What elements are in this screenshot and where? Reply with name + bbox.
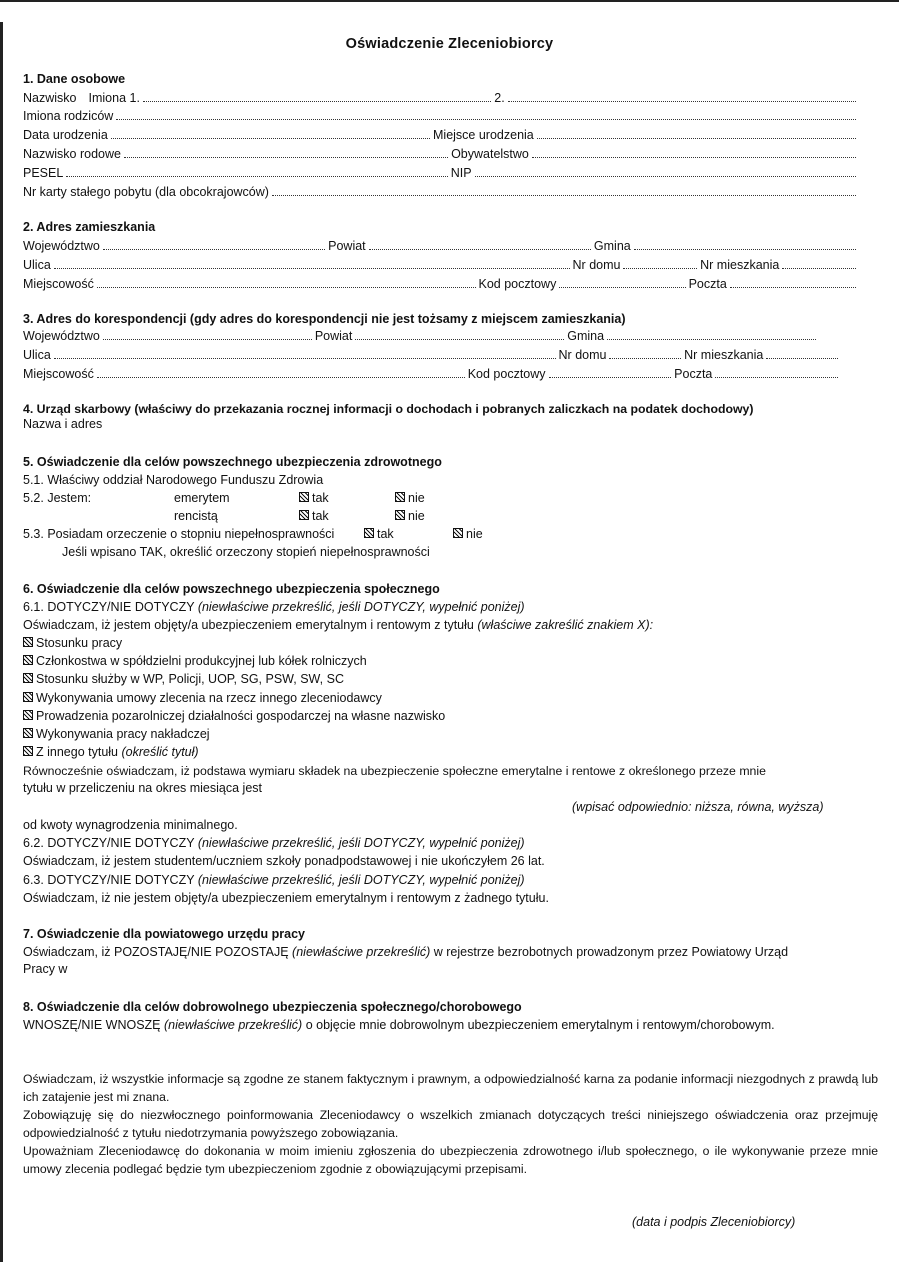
option-5[interactable]: Wykonywania pracy nakładczej xyxy=(23,725,859,743)
section-5-heading: 5. Oświadczenie dla celów powszechnego ubezpieczenia zdrowotnego xyxy=(23,455,442,469)
page-title: Oświadczenie Zleceniobiorcy xyxy=(345,36,554,52)
dots-miejsce-urodzenia[interactable] xyxy=(537,127,856,139)
label-orzeczenie: 5.3. Posiadam orzeczenie o stopniu niepełnosprawności xyxy=(23,527,335,541)
label-nazwisko: Nazwisko xyxy=(23,91,77,105)
label-ulica: Ulica xyxy=(23,258,51,272)
label-oswiadczam-tytul: Oświadczam, iż jestem objęty/a ubezpieczeniem emerytalnym i rentowym z tytułu xyxy=(23,618,474,632)
dots-kor-powiat[interactable] xyxy=(355,328,564,340)
text-6-3: Oświadczam, iż nie jestem objęty/a ubezpieczeniem emerytalnym i rentowym z żadnego tytułu. xyxy=(23,891,549,905)
section-7-heading: 7. Oświadczenie dla powiatowego urzędu pracy xyxy=(23,927,306,941)
label-emeryt: emerytem xyxy=(174,491,230,505)
checkbox-rencista-tak[interactable]: tak xyxy=(299,507,329,525)
section-6-heading: 6. Oświadczenie dla celów powszechnego ubezpieczenia społecznego xyxy=(23,582,440,596)
note-6-1: (niewłaściwe przekreślić, jeśli DOTYCZY, wypełnić poniżej) xyxy=(197,600,525,614)
checkbox-icon xyxy=(395,510,405,520)
label-pesel: PESEL xyxy=(23,166,64,180)
dots-poczta[interactable] xyxy=(730,276,856,288)
label-6-2: 6.2. DOTYCZY/NIE DOTYCZY xyxy=(23,836,195,850)
final-paragraph-2: Zobowiązuję się do niezwłocznego poinformowania Zleceniodawcy o wszelkich zmianach dotyczących treści niniejszego oświadczenia oraz przejmuję odpowiedzialność z tytułu niedotrzymania powyższego zobowiązania. xyxy=(23,1108,878,1140)
label-data-urodzenia: Data urodzenia xyxy=(23,128,108,142)
section-1-heading: 1. Dane osobowe xyxy=(23,72,126,86)
dots-kor-gmina[interactable] xyxy=(607,328,816,340)
row-6-3 xyxy=(23,871,859,889)
label-kor-gmina: Gmina xyxy=(567,329,605,343)
label-6-1: 6.1. DOTYCZY/NIE DOTYCZY xyxy=(23,600,195,614)
label-powiat: Powiat xyxy=(328,239,366,253)
checkbox-icon xyxy=(299,510,309,520)
dots-kor-wojewodztwo[interactable] xyxy=(103,328,312,340)
text-7-2: Pracy w xyxy=(23,962,68,976)
dots-ulica[interactable] xyxy=(54,257,570,269)
text-rownoczesnie-1: Równocześnie oświadczam, iż podstawa wymiaru składek na ubezpieczenie społeczne emerytalne i rentowe z określonego przeze mnie xyxy=(23,764,766,778)
label-nip: NIP xyxy=(450,166,472,180)
dots-data-urodzenia[interactable] xyxy=(111,127,430,139)
field-nazwisko-rodowe[interactable] xyxy=(23,145,859,163)
dots-imiona-1[interactable] xyxy=(143,90,491,102)
row-niepelnosprawnosc xyxy=(23,525,859,543)
dots-kor-nr-domu[interactable] xyxy=(609,347,681,359)
label-nazwisko-rodowe: Nazwisko rodowe xyxy=(23,147,121,161)
label-jestem: 5.2. Jestem: xyxy=(23,491,92,505)
label-gmina: Gmina xyxy=(593,239,631,253)
text-6-2: Oświadczam, iż jestem studentem/uczniem szkoły ponadpodstawowej i nie ukończyłem 26 lat. xyxy=(23,854,545,868)
label-kor-powiat: Powiat xyxy=(314,329,353,343)
checkbox-rencista-nie[interactable]: nie xyxy=(395,507,425,525)
field-kor-wojewodztwo[interactable] xyxy=(23,327,819,345)
checkbox-icon xyxy=(299,492,309,502)
checkbox-icon xyxy=(453,528,463,538)
text-rownoczesnie-2: tytułu w przeliczeniu na okres miesiąca jest xyxy=(23,781,262,795)
label-nfz: 5.1. Właściwy oddział Narodowego Funduszu Zdrowia xyxy=(23,473,324,487)
dots-wojewodztwo[interactable] xyxy=(103,238,325,250)
text-8-1: WNOSZĘ/NIE WNOSZĘ (niewłaściwe przekreślić) o objęcie mnie dobrowolnym ubezpieczeniem emerytalnym i rentowym/chorobowym. xyxy=(23,1018,775,1032)
dots-kor-ulica[interactable] xyxy=(54,347,556,359)
section-2-heading: 2. Adres zamieszkania xyxy=(23,220,156,234)
dots-imiona-2[interactable] xyxy=(508,90,856,102)
dots-nr-domu[interactable] xyxy=(623,257,697,269)
option-3[interactable]: Wykonywania umowy zlecenia na rzecz innego zleceniodawcy xyxy=(23,689,859,707)
dots-nr-mieszkania[interactable] xyxy=(782,257,856,269)
section-4-heading: 4. Urząd skarbowy (właściwy do przekazania rocznej informacji o dochodach i pobranych zaliczkach na podatek dochodowy) xyxy=(23,402,754,416)
dots-kor-poczta[interactable] xyxy=(715,366,838,378)
label-kor-wojewodztwo: Województwo xyxy=(23,329,100,343)
option-4[interactable]: Prowadzenia pozarolniczej działalności gospodarczej na własne nazwisko xyxy=(23,707,859,725)
label-miejscowosc: Miejscowość xyxy=(23,277,94,291)
label-karta-pobytu: Nr karty stałego pobytu (dla obcokrajowców) xyxy=(23,185,269,199)
dots-kor-miejscowosc[interactable] xyxy=(97,366,465,378)
checkbox-icon xyxy=(23,673,33,683)
section-8-heading: 8. Oświadczenie dla celów dobrowolnego ubezpieczenia społecznego/chorobowego xyxy=(23,1000,522,1014)
field-miejscowosc[interactable] xyxy=(23,275,859,293)
dots-nazwisko-rodowe[interactable] xyxy=(124,146,448,158)
label-kor-nr-domu: Nr domu xyxy=(558,348,607,362)
label-miejsce-urodzenia: Miejsce urodzenia xyxy=(433,128,534,142)
label-obywatelstwo: Obywatelstwo xyxy=(451,147,529,161)
dots-powiat[interactable] xyxy=(369,238,591,250)
checkbox-icon xyxy=(395,492,405,502)
dots-obywatelstwo[interactable] xyxy=(532,146,856,158)
field-kor-ulica[interactable] xyxy=(23,346,841,364)
note-wpisac: (wpisać odpowiednio: niższa, równa, wyższa) xyxy=(572,800,824,814)
checkbox-orzeczenie-tak[interactable]: tak xyxy=(364,525,394,543)
final-paragraph-1: Oświadczam, iż wszystkie informacje są zgodne ze stanem faktycznym i prawnym, a odpowiedzialność karna za podanie informacji niezgodnych z prawdą lub ich zatajenie jest mi znana. xyxy=(23,1072,878,1104)
checkbox-emeryt-tak[interactable]: tak xyxy=(299,489,329,507)
dots-kor-nr-mieszkania[interactable] xyxy=(766,347,838,359)
dots-pesel[interactable] xyxy=(66,165,447,177)
label-kor-nr-mieszkania: Nr mieszkania xyxy=(684,348,764,362)
label-kor-poczta: Poczta xyxy=(674,367,713,381)
field-wojewodztwo[interactable] xyxy=(23,237,859,255)
field-karta-pobytu[interactable] xyxy=(23,183,859,201)
label-6-3: 6.3. DOTYCZY/NIE DOTYCZY xyxy=(23,873,195,887)
dots-rodzicow[interactable] xyxy=(116,108,856,120)
field-kor-miejscowosc[interactable] xyxy=(23,365,841,383)
checkbox-icon xyxy=(23,637,33,647)
dots-nip[interactable] xyxy=(475,165,856,177)
row-rencista xyxy=(23,507,859,525)
checkbox-icon xyxy=(23,710,33,720)
checkbox-icon xyxy=(23,655,33,665)
label-kor-kod-pocztowy: Kod pocztowy xyxy=(467,367,546,381)
dots-kod-pocztowy[interactable] xyxy=(559,276,685,288)
checkbox-emeryt-nie[interactable]: nie xyxy=(395,489,425,507)
label-kor-ulica: Ulica xyxy=(23,348,51,362)
field-data-urodzenia[interactable] xyxy=(23,126,859,144)
section-3-heading: 3. Adres do korespondencji (gdy adres do korespondencji nie jest tożsamy z miejscem zamieszkania) xyxy=(23,312,626,326)
checkbox-orzeczenie-nie[interactable]: nie xyxy=(453,525,483,543)
label-rodzicow: Imiona rodziców xyxy=(23,109,114,123)
dots-gmina[interactable] xyxy=(634,238,856,250)
checkbox-icon xyxy=(23,728,33,738)
option-other[interactable]: Z innego tytułu (określić tytuł) xyxy=(23,743,859,761)
dots-karta-pobytu[interactable] xyxy=(272,184,856,196)
text-7-1: Oświadczam, iż POZOSTAJĘ/NIE POZOSTAJĘ (niewłaściwe przekreślić) w rejestrze bezrobotnych prowadzonym przez Powiatowy Urząd xyxy=(23,945,789,959)
option-0[interactable]: Stosunku pracy xyxy=(23,634,859,652)
option-2[interactable]: Stosunku służby w WP, Policji, UOP, SG, PSW, SW, SC xyxy=(23,670,859,688)
note-6-2: (niewłaściwe przekreślić, jeśli DOTYCZY, wypełnić poniżej) xyxy=(197,836,525,850)
row-6-2 xyxy=(23,834,859,852)
label-imiona-2: 2. xyxy=(494,91,505,105)
checkbox-icon xyxy=(23,692,33,702)
option-1[interactable]: Członkostwa w spółdzielni produkcyjnej lub kółek rolniczych xyxy=(23,652,859,670)
label-kod-pocztowy: Kod pocztowy xyxy=(478,277,557,291)
field-ulica[interactable] xyxy=(23,256,859,274)
label-stopien: Jeśli wpisano TAK, określić orzeczony stopień niepełnosprawności xyxy=(62,545,430,559)
label-rencista: rencistą xyxy=(174,509,218,523)
final-paragraph-3: Upoważniam Zleceniodawcę do dokonania w moim imieniu zgłoszenia do ubezpieczenia zdrowotnego i/lub społecznego, o ile wykonywanie przeze mnie umowy zlecenia podlegać będzie tym ubezpieczeniom zgodnie z obowiązującymi przepisami. xyxy=(23,1144,878,1176)
text-kwota: od kwoty wynagrodzenia minimalnego. xyxy=(23,818,238,832)
row-6-1 xyxy=(23,598,859,616)
label-wojewodztwo: Województwo xyxy=(23,239,100,253)
dots-miejscowosc[interactable] xyxy=(97,276,476,288)
checkbox-icon xyxy=(364,528,374,538)
dots-kor-kod-pocztowy[interactable] xyxy=(549,366,672,378)
label-urzad-nazwa: Nazwa i adres xyxy=(23,417,103,431)
signature-label: (data i podpis Zleceniobiorcy) xyxy=(632,1215,796,1229)
row-emeryt xyxy=(23,489,859,507)
field-rodzicow[interactable] xyxy=(23,107,859,125)
left-border xyxy=(0,22,3,1262)
label-nr-mieszkania: Nr mieszkania xyxy=(700,258,780,272)
label-kor-miejscowosc: Miejscowość xyxy=(23,367,94,381)
top-border xyxy=(0,0,899,2)
row-oswiadczam-tytul xyxy=(23,616,879,634)
note-6-3: (niewłaściwe przekreślić, jeśli DOTYCZY, wypełnić poniżej) xyxy=(197,873,525,887)
note-zakreslic: (właściwe zakreślić znakiem X): xyxy=(477,618,654,632)
checkbox-icon xyxy=(23,746,33,756)
field-nazwisko[interactable] xyxy=(23,89,859,107)
label-nr-domu: Nr domu xyxy=(572,258,621,272)
field-pesel[interactable] xyxy=(23,164,859,182)
label-imiona-1: Imiona 1. xyxy=(88,91,140,105)
label-poczta: Poczta xyxy=(688,277,727,291)
